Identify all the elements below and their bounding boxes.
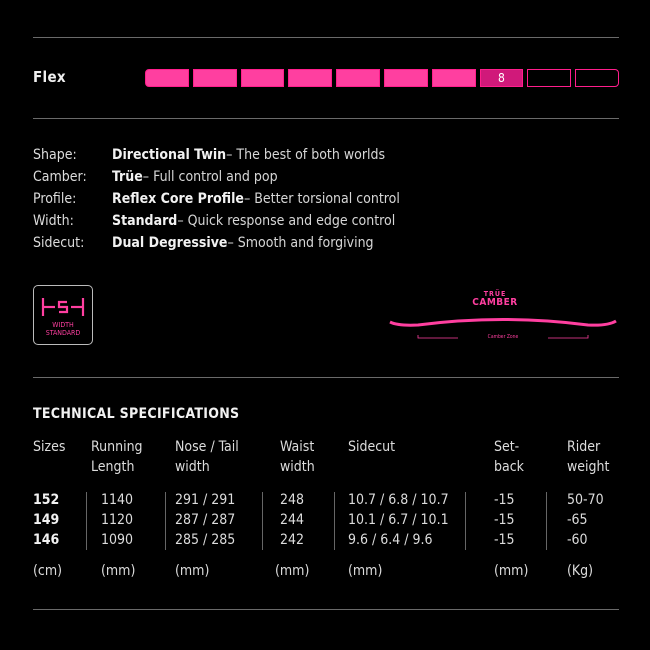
feature-description: – Quick response and edge control — [177, 213, 396, 229]
width-standard-badge — [33, 285, 93, 345]
column-divider — [262, 492, 263, 550]
badge-line-1: WIDTH — [52, 321, 74, 329]
column-divider — [165, 492, 166, 550]
divider-features — [33, 377, 619, 378]
flex-segment — [241, 69, 285, 87]
feature-shape — [33, 144, 400, 166]
column-divider — [546, 492, 547, 550]
cell-size: 149 — [33, 512, 60, 528]
specs-title: TECHNICAL SPECIFICATIONS — [33, 406, 240, 422]
flex-segment-value: 8 — [480, 69, 524, 87]
cell-running: 1090 — [101, 532, 134, 548]
flex-segment — [336, 69, 380, 87]
feature-name: Standard — [112, 213, 178, 229]
camber-profile-logo — [388, 288, 618, 348]
flex-segment — [575, 69, 619, 87]
unit-running: (mm) — [101, 563, 136, 579]
divider-flex — [33, 118, 619, 119]
feature-description: – The best of both worlds — [226, 147, 386, 163]
cell-running: 1140 — [101, 492, 134, 508]
cell-setback: -15 — [494, 512, 515, 528]
unit-rider: (Kg) — [567, 563, 594, 579]
header-sidecut: Sidecut — [348, 439, 396, 455]
feature-profile — [33, 188, 400, 210]
feature-description: – Smooth and forgiving — [227, 235, 374, 251]
camber-logo-line-1: TRÜE — [483, 290, 507, 298]
feature-key: Shape: — [33, 147, 77, 163]
feature-sidecut — [33, 232, 400, 254]
column-divider — [334, 492, 335, 550]
cell-rider: -60 — [567, 532, 588, 548]
flex-segment — [145, 69, 189, 87]
divider-bottom — [33, 609, 619, 610]
cell-size: 152 — [33, 492, 60, 508]
cell-setback: -15 — [494, 532, 515, 548]
divider-top — [33, 37, 619, 38]
column-divider — [86, 492, 87, 550]
badge-line-2: STANDARD — [45, 329, 81, 337]
cell-rider: -65 — [567, 512, 588, 528]
feature-width — [33, 210, 400, 232]
flex-segment — [527, 69, 571, 87]
cell-running: 1120 — [101, 512, 134, 528]
cell-sidecut: 10.1 / 6.7 / 10.1 — [348, 512, 449, 528]
feature-description: – Full control and pop — [142, 169, 278, 185]
cell-sidecut: 9.6 / 6.4 / 9.6 — [348, 532, 433, 548]
cell-rider: 50-70 — [567, 492, 604, 508]
header-waist-width: Waist width — [280, 439, 315, 475]
unit-setback: (mm) — [494, 563, 529, 579]
feature-name: Dual Degressive — [112, 235, 228, 251]
flex-segment — [384, 69, 428, 87]
flex-segment — [432, 69, 476, 87]
flex-label: Flex — [33, 68, 66, 86]
camber-zone-label: Camber Zone — [458, 334, 548, 340]
unit-waist: (mm) — [275, 563, 310, 579]
cell-setback: -15 — [494, 492, 515, 508]
cell-waist: 244 — [280, 512, 305, 528]
feature-key: Sidecut: — [33, 235, 85, 251]
feature-name: Directional Twin — [112, 147, 227, 163]
camber-profile-curve-icon — [388, 308, 618, 348]
feature-key: Width: — [33, 213, 74, 229]
feature-name: Reflex Core Profile — [112, 191, 244, 207]
header-nose-tail-width: Nose / Tail width — [175, 439, 239, 475]
header-sizes: Sizes — [33, 439, 66, 455]
header-setback: Set- back — [494, 439, 524, 475]
camber-logo-line-2: CAMBER — [472, 297, 518, 308]
cell-sidecut: 10.7 / 6.8 / 10.7 — [348, 492, 449, 508]
feature-name: Trüe — [112, 169, 143, 185]
cell-nose-tail: 285 / 285 — [175, 532, 236, 548]
feature-description: – Better torsional control — [243, 191, 400, 207]
flex-rating-bar — [145, 69, 619, 89]
feature-camber — [33, 166, 400, 188]
unit-nose-tail: (mm) — [175, 563, 210, 579]
width-arrows-icon — [34, 292, 92, 322]
feature-key: Profile: — [33, 191, 77, 207]
feature-list — [33, 144, 400, 254]
flex-segment — [288, 69, 332, 87]
header-running-length: Running Length — [91, 439, 143, 475]
cell-size: 146 — [33, 532, 60, 548]
header-rider-weight: Rider weight — [567, 439, 610, 475]
unit-sizes: (cm) — [33, 563, 63, 579]
column-divider — [465, 492, 466, 550]
feature-key: Camber: — [33, 169, 87, 185]
cell-waist: 242 — [280, 532, 305, 548]
unit-sidecut: (mm) — [348, 563, 383, 579]
cell-waist: 248 — [280, 492, 305, 508]
cell-nose-tail: 291 / 291 — [175, 492, 236, 508]
cell-nose-tail: 287 / 287 — [175, 512, 236, 528]
flex-segment — [193, 69, 237, 87]
